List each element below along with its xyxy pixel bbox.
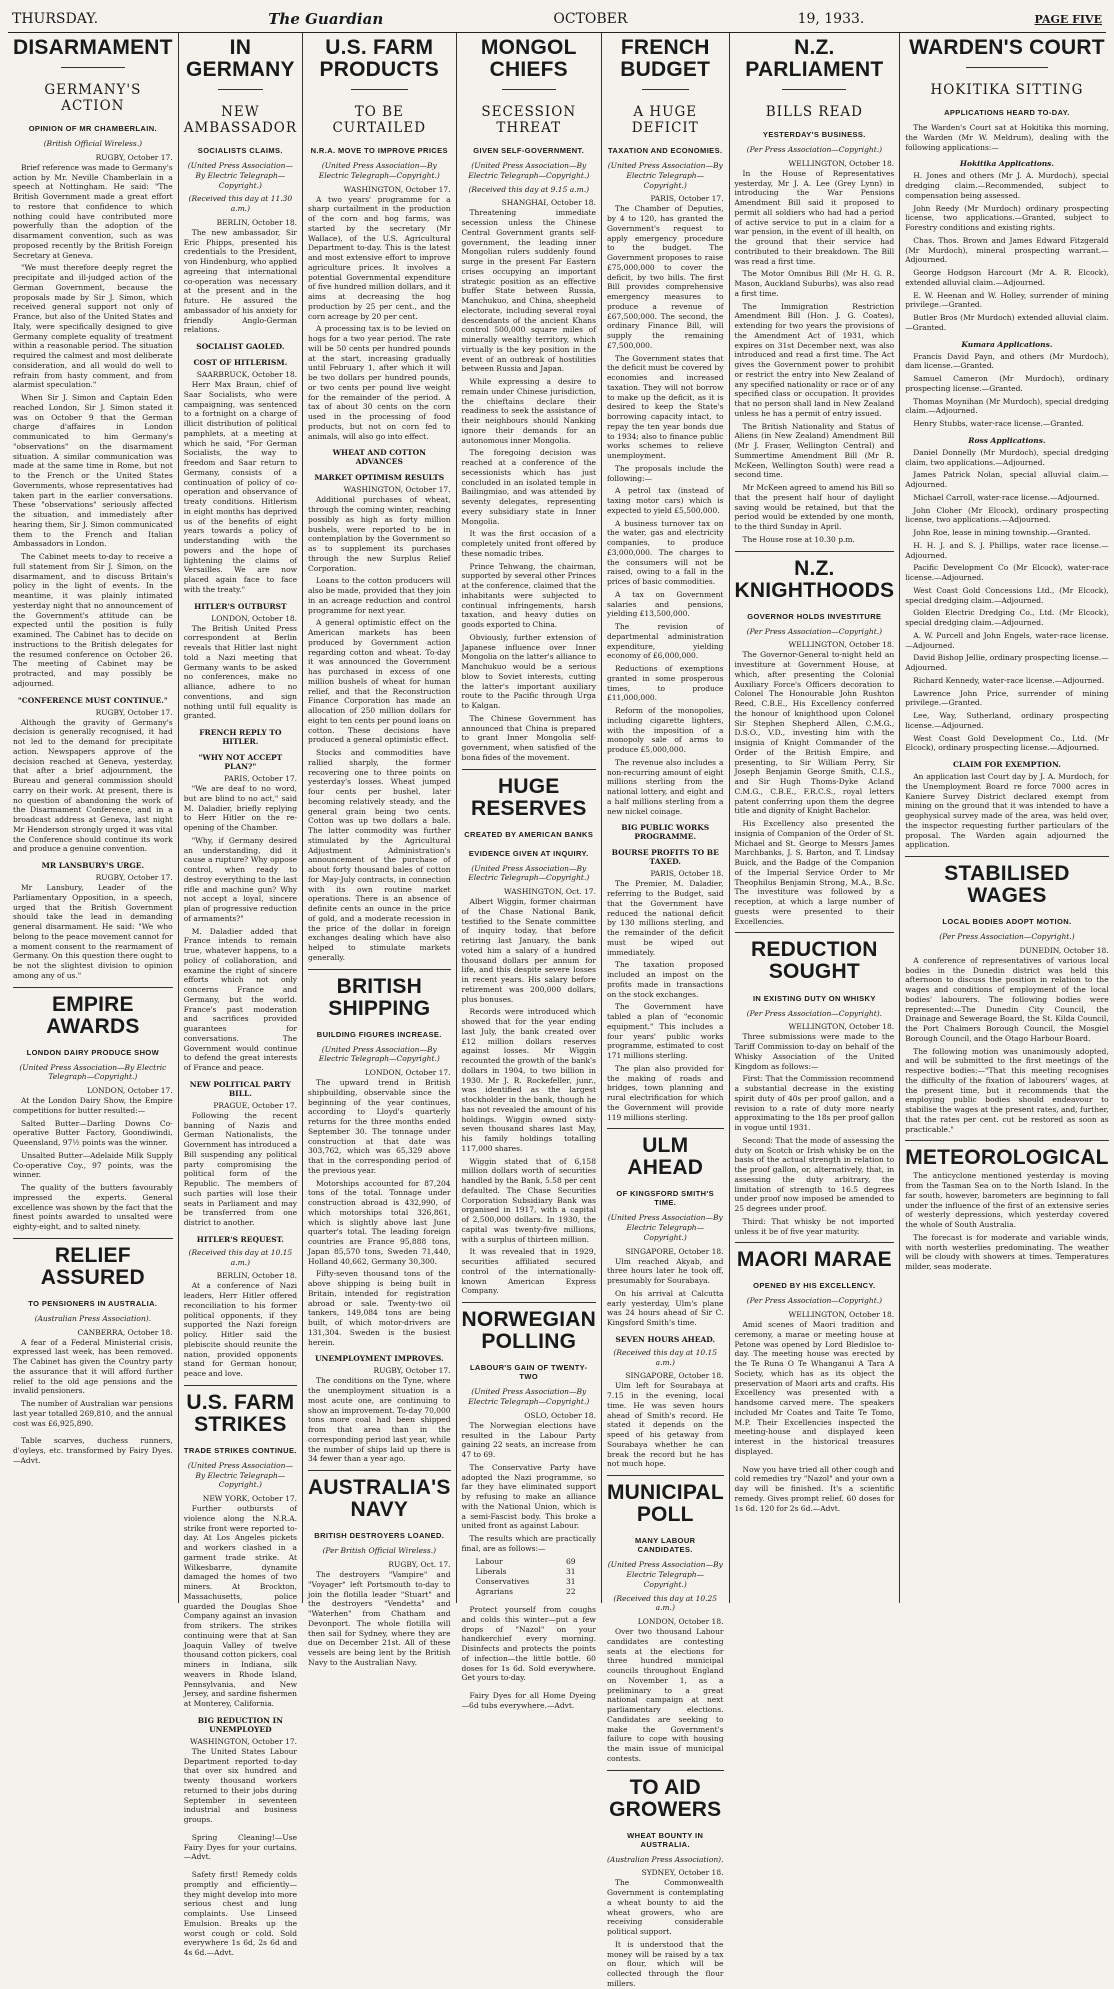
- headline: RELIEF ASSURED: [40, 1243, 145, 1289]
- subheadline: A HUGE DEFICIT: [631, 104, 699, 137]
- article-paragraph: Thomas Moynihan (Mr Murdoch), special dredging claim.—Adjourned.: [905, 396, 1109, 416]
- article-paragraph: Ulm left for Sourabaya at 7.15 in the evening, local time. He was seven hours ahead of Smith's record. He stated it depends on the speed of his getaway from Sourabaya whether he can break the record but he has not much hope.: [606, 1381, 724, 1469]
- headline: MAORI MARAE: [736, 1248, 892, 1272]
- article-paragraph: Michael Carroll, water-race license.—Adjourned.: [913, 492, 1100, 502]
- deck: IN EXISTING DUTY ON WHISKY: [752, 993, 876, 1003]
- credit-line: (United Press Association—By Electric Telegraph—Copyright.): [468, 863, 590, 883]
- article-paragraph: The foregoing decision was reached at a conference of the secessionists which has just concluded in an isolated temple in Bailingmiao, and was attended by seventy delegates, representing every subsidiary state in Inner Mongolia.: [461, 448, 596, 526]
- deck: GOVERNOR HOLDS INVESTITURE: [747, 611, 882, 621]
- credit-line: (United Press Association—By Electric Telegraph—Copyright.): [468, 161, 590, 180]
- article-paragraph: A conference of representatives of various local bodies in the Dunedin district was held this afternoon to discuss the position in relation to the wages and conditions of employment of the local bodies' labourers. The following bodies were represented:—The Dunedin City Council, the Drainage and Sewerage Board, the St. Kilda Council, the Port Chalmers Borough Council, the Mosgiel Borough Council, and the Otago Harbour Board.: [905, 955, 1109, 1043]
- article-paragraph: A petrol tax (instead of taxing motor cars) which is expected to yield £5,500,000.: [606, 486, 724, 515]
- deck: YESTERDAY'S BUSINESS.: [762, 130, 866, 140]
- article-paragraph: H. Jones and others (Mr J. A. Murdoch), special dredging claim.—Recommended, subject to compensation being assessed.: [905, 171, 1109, 200]
- table-row: [476, 1557, 576, 1567]
- article-paragraph: Francis David Payn, and others (Mr Murdoch), dam license.—Granted.: [905, 351, 1109, 371]
- article-paragraph: Three submissions were made to the Tariff Commission to-day on behalf of the Whisky Association of the United Kingdom as follows:—: [734, 1032, 895, 1071]
- dateline: DUNEDIN, October 18.: [1019, 945, 1109, 955]
- article-paragraph: Loans to the cotton producers will also be made, provided that they join in an acreage reduction and control programme for next year.: [308, 576, 451, 615]
- dateline: WELLINGTON, October 18.: [788, 1022, 895, 1032]
- dateline: RUGBY, October 17.: [95, 873, 173, 883]
- seat-count: 31: [566, 1566, 576, 1576]
- article-paragraph: Reform of the monopolies, including cigarette lighters, with the imposition of a monopoly sale of arms to produce £5,000,000.: [606, 706, 724, 755]
- article-paragraph: Motorships accounted for 87,204 tons of the total. Tonnage under construction abroad is 432,990, of which motorships total 326,861, which is slightly above last June quarter's total. The leading foreign countries are France 95,888 tons, Japan 85,570 tons, Sweden 71,440, Holland 40,662, Germany 30,300.: [308, 1178, 451, 1266]
- credit-line: (Australian Press Association).: [606, 1854, 724, 1864]
- article-paragraph: The Chamber of Deputies, by 4 to 120, has granted the Government's request to apply emergency procedure to the budget. The Government proposes to raise £75,000,000 to cover the deficit, by two bills. The first Bill provides comprehensive emergency measures to produce a revenue of £67,500,000. The second, the ordinary Finance Bill, will supply the remaining £7,500,000.: [606, 204, 724, 350]
- advertisement: Table scarves, duchess runners, d'oyleys, etc. transformed by Fairy Dyes.—Advt.: [13, 1436, 173, 1465]
- article-paragraph: Over two thousand Labour candidates are contesting seats at the elections for three hundred municipal councils throughout England on November 1, as a preliminary to a great national campaign at next parliamentary elections. Candidates are seeking to make the Government's failure to cope with housing the main issue of municipal contests.: [606, 1627, 724, 1763]
- advertisement: Safety first! Remedy colds promptly and efficiently—they might develop into more serious chest and lung complaints. Use Linseed Emulsion. Breaks up the worst cough or cold. Sold everywhere 1s 6d, 2s 6d and 4s 6d.—Advt.: [183, 1870, 298, 1958]
- dateline: WELLINGTON, October 18.: [788, 1310, 895, 1320]
- article-paragraph: The destroyers "Vampire" and "Voyager" left Portsmouth to-day to join the flotilla leader "Stuart" and the destroyers "Vendetta" and "Waterhen" from Chatham and Devonport. The whole flotilla will then sail for Sydney, where they are due on December 21st. All of these vessels are being lent by the British Navy to the Australian Navy.: [308, 1570, 451, 1667]
- article-paragraph: Golden Electric Dredging Co., Ltd. (Mr Elcock), special dredging claim.—Adjourned.: [905, 608, 1109, 628]
- deck: WHEAT BOUNTY IN AUSTRALIA.: [627, 1830, 704, 1849]
- article-paragraph: John Cloher (Mr Elcock), ordinary prospecting license, two applications.—Adjourned.: [905, 505, 1109, 525]
- article-paragraph: Ulm reached Akyab, and three hours later he took off, presumably for Sourabaya.: [606, 1256, 724, 1286]
- article-paragraph: Reductions of exemptions granted in some prosperous times, to produce £11,000,000.: [606, 664, 724, 703]
- column-7: [900, 33, 1113, 1603]
- party-name: Conservatives: [475, 1576, 530, 1586]
- received-time: (Received this day at 10.25 a.m.): [613, 1593, 718, 1613]
- article-paragraph: A processing tax is to be levied on hogs for a two year period. The rate will be 50 cents per hundred pounds at the start, increasing gradually until February 1, after which it will be two dollars per hundred pounds, or two cents per pound live weight for the remainder of the period. A tax of about 30 cents on the corn used in the processing of food products, but not on corn fed to animals, will also go into effect.: [308, 324, 451, 441]
- masthead-paper-name: The Guardian: [268, 10, 384, 28]
- article-paragraph: Additional purchases of wheat, through the coming winter, reaching possibly as high as forty million bushels, were reported to be in contemplation by the Government so as to supplement its purchases through the new Surplus Relief Corporation.: [308, 495, 451, 573]
- masthead-page-number: PAGE FIVE: [1034, 12, 1102, 26]
- article-paragraph: The revision of departmental administration expenditure, yielding economy of £6,000,000.: [606, 622, 724, 661]
- advertisement: Fairy Dyes for all Home Dyeing—6d tubs everywhere.—Advt.: [461, 1691, 596, 1710]
- divider: [462, 769, 596, 770]
- article-paragraph: H. H. J. and S. J. Phillips, water race license.—Adjourned.: [905, 540, 1109, 560]
- article-paragraph: Wiggin stated that of 6,158 million dollars worth of securities handled by the Bank, 5.58 per cent defaulted. The Chase Securities Corporation Subsidiary Bank was organised in 1917, with a capital of 2,500,000 dollars. In 1930, the capital was twenty-five millions, with a surplus of thirteen million.: [461, 1156, 596, 1244]
- section-heading: "CONFERENCE MUST CONTINUE.": [17, 695, 168, 705]
- section-heading: Hokitika Applications.: [959, 159, 1055, 169]
- article-paragraph: The Government have tabled a plan of "economic equipment." This includes a four years' public works programme, estimated to cost 171 millions sterling.: [606, 1002, 724, 1061]
- article-paragraph: His Excellency also presented the insignia of Companion of the Order of St. Michael and St. George to Messrs James Marchbanks, J. S. Barton, and T. Lindsay Buick, and the Badge of the Companion of the Imperial Service Order to Mr Theophilus Benjamin Strong, M.A., B.Sc. The investiture was followed by a reception, at which a large number of guests were presented to their Excellencies.: [734, 819, 895, 926]
- divider: [61, 67, 125, 68]
- article-paragraph: M. Daladier added that France intends to remain true, whatever happens, to a policy of collaboration, and examine the right of sincere efforts which not only concerns France and Germany, but the world. France's past moderation and sacrifices provided guarantees for conversations. The Government would continue to defend the great interests of France and peace.: [183, 926, 298, 1073]
- article-paragraph: While expressing a desire to remain under Chinese jurisdiction, the chieftains declare their readiness to seek the assistance of their neighbours should Nanking ignore their demands for an autonomous inner Mongolia.: [461, 377, 596, 445]
- dateline: PRAGUE, October 17.: [213, 1100, 298, 1110]
- article-paragraph: The House rose at 10.30 p.m.: [742, 534, 855, 544]
- section-heading: BIG PUBLIC WORKS PROGRAMME.: [621, 823, 710, 842]
- article-paragraph: The quality of the butters favourably impressed the experts. General excellence was shown by the fact that the finest points awarded to unsalted were eighty-eight, and to salted ninety.: [13, 1183, 173, 1232]
- article-paragraph: Herr Max Braun, chief of Saar Socialists, who were campaigning, was sentenced to a fortnight on a charge of illicit distribution of political pamphlets, at a meeting at which he said, "For German Socialists, the way to freedom and Saar return to Germany, consists of a continuation of policy of co-operation and observance of treaty conditions. Hitlerism in eight months has deprived us of the benefits of eight years towards a policy of understanding with the powers and the hope of lightening the claims of Versailles. We are now placed again face to face with the treaty.": [183, 380, 298, 594]
- article-paragraph: The Commonwealth Government is contemplating a wheat bounty to aid the wheat growers, who are receiving considerable political support.: [606, 1878, 724, 1937]
- article-paragraph: Mr McKeen agreed to amend his Bill so that the present half hour of daylight saving would be retained, but that the period would be extended by one month, to the third Sunday in April.: [734, 483, 895, 532]
- dateline: WASHINGTON, Oct. 17.: [503, 887, 596, 897]
- credit-line: (Per British Official Wireless.): [322, 1546, 437, 1556]
- advertisement: Spring Cleaning!—Use Fairy Dyes for your curtains.—Advt.: [183, 1832, 298, 1862]
- article-paragraph: A business turnover tax on the water, gas and electricity companies, to produce £3,000,000. The charges to the consumers will not be raised, owing to a fall in the prices of basic commodities.: [606, 518, 724, 587]
- section-heading: UNEMPLOYMENT IMPROVES.: [314, 1354, 444, 1364]
- article-paragraph: Samuel Cameron (Mr Murdoch), ordinary prospecting license.—Granted.: [905, 374, 1109, 393]
- section-heading: MARKET OPTIMISM RESULTS: [314, 473, 445, 483]
- credit-line: (British Official Wireless.): [43, 139, 143, 149]
- received-time: (Received this day at 11.30 a.m.): [188, 194, 293, 214]
- credit-line: (United Press Association—By Electric Telegraph—Copyright.): [318, 161, 440, 180]
- article-paragraph: A two years' programme for a sharp curtailment in the production of the corn and hog farms, was started by the secretary (Mr Wallace), of the U.S. Agricultural Department to-day. This is the latest and most extensive effort to improve agriculture prices. It involves a potential Governmental expenditure of five hundred million dollars, and it aims at decreasing the hog production by 25 per cent., and the corn acreage by 20 per cent.: [308, 194, 451, 321]
- dateline: LONDON, October 17.: [86, 1086, 173, 1096]
- divider: [351, 89, 408, 90]
- article-paragraph: James Patrick Nolan, special alluvial claim.—Adjourned.: [905, 470, 1109, 490]
- dateline: BERLIN, October 18.: [216, 217, 298, 227]
- deck: EVIDENCE GIVEN AT INQUIRY.: [468, 848, 589, 858]
- column-5: [602, 33, 730, 1988]
- section-heading: HITLER'S REQUEST.: [196, 1234, 284, 1244]
- credit-line: (United Press Association—By Electric Telegraph—Copyright.): [607, 161, 723, 190]
- headline: STABILISED WAGES: [944, 862, 1070, 908]
- article-paragraph: Butler Bros (Mr Murdoch) extended alluvial claim.—Granted.: [905, 313, 1109, 332]
- dateline: PARIS, October 18.: [650, 869, 724, 879]
- headline: NORWEGIAN POLLING: [461, 1308, 596, 1354]
- masthead-date: 19, 1933.: [797, 11, 865, 27]
- seat-count: 31: [566, 1576, 576, 1586]
- section-heading: SOCIALIST GAOLED.: [196, 342, 285, 352]
- dateline: PARIS, October 17.: [650, 194, 724, 204]
- deck: CREATED BY AMERICAN BANKS: [464, 829, 594, 839]
- article-paragraph: The revenue also includes a non-recurring amount of eight millions sterling from the national lottery, and eight and a half millions sterling from a new nickel coinage.: [606, 757, 724, 816]
- divider: [308, 969, 451, 970]
- article-paragraph: The Norwegian elections have resulted in the Labour Party gaining 22 seats, an increase from 47 to 69.: [461, 1420, 596, 1460]
- article-paragraph: On his arrival at Calcutta early yesterday, Ulm's plane was 24 hours ahead of Sir C. Kingsford Smith's time.: [606, 1288, 724, 1328]
- divider: [966, 67, 1047, 68]
- article-paragraph: The new ambassador, Sir Eric Phipps, presented his credentials to the President, von Hindenburg, who applied agreeing that international co-operation was necessary at the present and in the future. He assured the ambassador of his anxiety for friendly Anglo-German relations.: [183, 227, 298, 335]
- headline: WARDEN'S COURT: [909, 36, 1105, 59]
- deck: N.R.A. MOVE TO IMPROVE PRICES: [310, 146, 448, 156]
- divider: [735, 932, 895, 933]
- article-paragraph: Second: That the mode of assessing the duty on Scotch or Irish whisky be on the basis of the actual strength in relation to the proof gallon, or, alternatively, that, in assessing the duty arbitrary, the limitation of strength to 16.5 degrees under proof now imposed be amended to 25 degrees under proof.: [734, 1135, 895, 1214]
- section-heading: "WHY NOT ACCEPT PLAN?": [198, 753, 283, 772]
- dateline: LONDON, October 18.: [637, 1617, 724, 1627]
- subheadline: HOKITIKA SITTING: [930, 82, 1084, 99]
- credit-line: (Australian Press Association).: [34, 1313, 152, 1323]
- masthead-month: OCTOBER: [553, 11, 628, 27]
- dateline: LONDON, October 18.: [211, 613, 298, 623]
- article-paragraph: "We must therefore deeply regret the precipitate and ill-judged action of the German Government, because the proposals made by Sir J. Simon, which received general support not only of France, but also of the United States and Italy, were specifically designed to give Germany complete equality of treatment within a reasonable period. The situation required the calmest and most deliberate consideration, and all would do well to refrain from hasty comment, and from alarmist speculation.": [13, 263, 173, 390]
- deck: LONDON DAIRY PRODUCE SHOW: [26, 1047, 160, 1057]
- divider: [607, 1475, 724, 1476]
- article-paragraph: It was revealed that in 1929, securities affiliated secured control of the internationally-known American Express Company.: [461, 1247, 596, 1296]
- article-paragraph: The conditions on the Tyne, where the unemployment situation is a most acute one, are continuing to show an improvement. To-day 70,000 tons more coal had been shipped from that area than in the corresponding period last year, while the number of ships laid up there is 34 fewer than a year ago.: [308, 1376, 451, 1464]
- received-time: (Received this day at 9.15 a.m.): [468, 184, 590, 194]
- article-paragraph: The Warden's Court sat at Hokitika this morning, the Warden (Mr W. Meldrum), dealing with the following applications:—: [905, 123, 1109, 152]
- headline: N.Z. KNIGHTHOODS: [734, 556, 895, 602]
- dateline: RUGBY, Oct. 17.: [388, 1560, 451, 1570]
- article-paragraph: Salted Butter—Darling Downs Co-operative Butter Factory, Goondiwindi, Queensland, 97½ points was the winner.: [13, 1118, 173, 1148]
- article-paragraph: It is understood that the money will be raised by a tax on flour, which will be collected through the flour millers.: [606, 1939, 724, 1988]
- article-paragraph: Pacific Development Co (Mr Elcock), water-race license.—Adjourned.: [905, 563, 1109, 583]
- dateline: LONDON, October 17.: [364, 1068, 451, 1078]
- deck: OPENED BY HIS EXCELLENCY.: [753, 1281, 876, 1291]
- credit-line: (United Press Association—By Electric Telegraph—Copyright.): [187, 1460, 293, 1490]
- column-1: [8, 33, 179, 1603]
- divider: [735, 551, 895, 552]
- subheadline: NEW AMBASSADOR: [183, 104, 298, 137]
- divider: [502, 89, 556, 90]
- article-paragraph: It was the first occasion of a completely united front offered by these nomadic tribes.: [461, 529, 596, 558]
- credit-line: (Per Press Association—Copyright.): [939, 932, 1075, 942]
- election-results-table: [476, 1557, 596, 1598]
- article-paragraph: The Premier, M. Daladier, referring to the Budget, said that the Government have reduced the national deficit by 130 millions sterling, and the remainder of the deficit must be wiped out immediately.: [606, 879, 724, 957]
- section-heading: SEVEN HOURS AHEAD.: [615, 1334, 716, 1344]
- party-name: Liberals: [475, 1566, 507, 1576]
- article-paragraph: A. W. Purcell and John Engels, water-race license.—Adjourned.: [905, 630, 1109, 650]
- credit-line: (Per Press Association—Copyright.): [746, 626, 883, 636]
- article-paragraph: A fear of a Federal Ministerial crisis, expressed last week, has been removed. The Cabinet has given the Country party the assurance that it will afford further relief to the old age pensions and the invalid pensioners.: [13, 1337, 173, 1396]
- received-time: (Received this day at 10.15 a.m.): [188, 1247, 293, 1267]
- section-heading: FRENCH REPLY TO HITLER.: [199, 728, 282, 747]
- section-heading: BIG REDUCTION IN UNEMPLOYED: [197, 1715, 283, 1734]
- table-row: [476, 1587, 576, 1597]
- article-paragraph: Records were introduced which showed that for the year ending last July, the bank created over £12 million dollars reserves against losses. Mr Wiggin recounted the growth of the bank's dollars in 1904, to two billion in 1930. Mr J. R. Rockefeller, junr., was identified as the largest stockholder in the bank, though he has not revealed the amount of his holdings. Wiggin owned sixty-seven thousand shares last May, his family holdings totalling 117,000 shares.: [461, 1007, 596, 1153]
- column-2: [179, 33, 303, 1958]
- headline: ULM AHEAD: [627, 1134, 704, 1180]
- seat-count: 22: [566, 1586, 576, 1596]
- article-paragraph: Henry Stubbs, water-race license.—Granted.: [913, 419, 1084, 429]
- article-paragraph: Following the recent banning of Nazis and German Nationalists, the Government has introduced a Bill suspending any political party compromising the political form of the Republic. The members of such parties will lose their seats in Parliament and may be transferred from one district to another.: [183, 1110, 298, 1228]
- headline: MONGOL CHIEFS: [480, 36, 577, 82]
- article-paragraph: Third: That whisky be not imported unless it be of five year maturity.: [734, 1216, 895, 1236]
- columns: [8, 33, 1109, 1988]
- dateline: WELLINGTON, October 18.: [788, 158, 895, 168]
- subheadline: GERMANY'S ACTION: [44, 82, 142, 115]
- dateline: PARIS, October 17.: [223, 774, 298, 784]
- article-paragraph: Further outbursts of violence along the N.R.A. strike front were reported to-day. At Los Angeles pickets and workers clashed in a garment trade strike. At Wilkesbarre, dynamite damaged the homes of two miners. At Brockton, Massachusetts, police guarded the Douglas Shoe Company against an invasion from strikers. The strikes continuing were that at San Joaquin Valley of twelve thousand cotton pickers, coal miners in Indiana, silk weavers in Rhode Island, Pennsylvania, and New Jersey, and sardine fishermen at Monterey, California.: [183, 1504, 298, 1709]
- article-paragraph: George Hodgson Harcourt (Mr A. R. Elcock), extended alluvial claim.—Adjourned.: [905, 268, 1109, 287]
- party-name: Agrarians: [475, 1586, 513, 1596]
- column-4: [457, 33, 602, 1710]
- article-paragraph: Stocks and commodities have rallied sharply, the former recovering one to three points on yesterday's losses. Wheat jumped four cents per bushel, later becoming relatively steady, and the general grain being two cents. Cotton was up two dollars a bale. The latter commodity was further stimulated by the Agricultural Adjustment Administration's announcement of the purchase of about forty thousand bales of cotton for May-July contracts, in connection with its own routine market operations. There is an absence of definite cents an ounce in the price of gold, and a moderate recession in the price of the dollar in foreign exchanges dealing which have also helped to stimulate markets generally.: [308, 748, 451, 962]
- table-row: [476, 1577, 576, 1587]
- headline: U.S. FARM STRIKES: [186, 1390, 295, 1436]
- article-paragraph: The British United Press correspondent at Berlin reveals that Hitler last night told a Nazi meeting that Germany wants to be asked no conferences, make no alliance, adhere to no conventions, and sign nothing until full equality is granted.: [183, 623, 298, 721]
- party-name: Labour: [475, 1556, 503, 1566]
- deck: MANY LABOUR CANDIDATES.: [634, 1536, 696, 1555]
- subheadline: BILLS READ: [765, 104, 864, 121]
- article-paragraph: Mr Lansbury, Leader of the Parliamentary Opposition, in a speech, urged that the British Government should take the lead in demanding general disarmament. He said: "We who belong to the peace movement cannot for a moment consent to the rearmament of Germany. On this question there ought to be not the slightest division to opinion among any of us.": [13, 883, 173, 980]
- headline: IN GERMANY: [185, 36, 295, 82]
- article-paragraph: The number of Australian war pensions last year totalled 269,810, and the annual cost was £6,925,890.: [13, 1399, 173, 1428]
- dateline: SINGAPORE, October 18.: [625, 1371, 724, 1381]
- article-paragraph: Daniel Donnelly (Mr Murdoch), special dredging claim, two applications.—Adjourned.: [905, 447, 1109, 467]
- article-paragraph: The Conservative Party have adopted the Nazi programme, so far they have eliminated support by refusing to make an alliance with the National Union, which is a semi-Fascist body. This broke a united front as against Labour.: [461, 1462, 596, 1531]
- article-paragraph: West Coast Gold Development Co., Ltd. (Mr Elcock), ordinary prospecting license.—Adjourned.: [905, 733, 1109, 753]
- section-heading: MR LANSBURY'S URGE.: [41, 861, 145, 871]
- article-paragraph: The Governor-General to-night held an investiture at Government House, at which, after presenting the Colonial Auxiliary Force's Officers decoration to Colonel The Honourable John Rushton Reed, C.B.E., His Excellency conferred the honour of knighthood upon Colonel Sir Stephen Shepherd Allen, C.M.G., D.S.O., V.D., investing him with the insignia of Knight Commander of the Order of the British Empire, and presenting, to Sir William Perry, Sir Joseph Benjamin George Smith, C.I.S., and Sir Hugh Thoms-Dyke Acland C.M.G., C.B.E., F.R.C.S., royal letters patent conferring upon them the degree title and dignity of Knight Bachelor.: [734, 650, 895, 816]
- article-paragraph: The British Nationality and Status of Aliens (in New Zealand) Amendment Bill (Mr J. Fraser, Wellington Central) and Summertime Amendment Bill (Mr R. McKeen, Wellington South) were read a second time.: [734, 421, 895, 480]
- dateline: WASHINGTON, October 17.: [190, 1736, 298, 1746]
- article-paragraph: Threatening immediate secession unless the Chinese Central Government grants self-government, the leading inner Mongolian rulers suddenly found surge in the present Far Eastern crises occupying an important strategic position as an effective buffer State between Russia, Manchukuo, and China, sheepheld electorate, including several royal descendants of the ancient Khans control 500,000 square miles of minerally wealthy territory, which virtually is the key position in the event of an outbreak of hostilities between Russia and Japan.: [461, 208, 596, 374]
- article-paragraph: Obviously, further extension of Japanese influence over Inner Mongolia on the latter's alliance to Manchukuo would be a serious blow to Soviet interests, cutting the latter's important auxiliary route to the Pacific through Urga to Kalgan.: [461, 632, 596, 711]
- seat-count: 69: [566, 1556, 576, 1566]
- article-paragraph: A tax on Government salaries and pensions, yielding £13,500,000.: [606, 589, 724, 619]
- dateline: RUGBY, October 17.: [95, 707, 173, 717]
- headline: DISARMAMENT: [13, 36, 173, 59]
- deck: APPLICATIONS HEARD TO-DAY.: [944, 108, 1070, 118]
- article-paragraph: "Why, if Germany desired an understanding, did it cause a rupture? Why oppose control, when ready to destroy everything to the last rifle and machine gun? Why not accept a loyal, sincere plan of progressive reduction of armaments?": [183, 835, 298, 923]
- divider: [184, 1385, 297, 1386]
- masthead: [8, 6, 1106, 33]
- dateline: RUGBY, October 17.: [95, 152, 173, 162]
- dateline: SYDNEY, October 18.: [641, 1868, 724, 1878]
- article-paragraph: Albert Wiggin, former chairman of the Chase National Bank, testified to the Senate committee of inquiry today, that before retiring last January, the bank voted him a salary of a hundred thousand dollars per annum for life, and this despite severe losses in recent years. His salary before retirement was 200,000 dollars, plus bonuses.: [461, 897, 596, 1004]
- article-paragraph: An application last Court day by J. A. Murdoch, for the Unemployment Board re force 7000 acres in Kaniere Survey District declared exempt from mining on the ground that it was intended to have a geophysical survey made of the area, was held over, the inspector requesting further particulars of the proposal. The Warden again adjourned the application.: [905, 772, 1109, 850]
- article-paragraph: The following motion was unanimously adopted, and will be submitted to the first meetings of the respective bodies:—"That this meeting recognises the difficulty of the fixation of labourers' wages, at the present time, but it recommends that the employing public bodies should endeavour to stabilise the wages at the present rates, and, further, that the rates per cent. cut be restored as soon as practicable.": [905, 1046, 1109, 1134]
- section-heading: BOURSE PROFITS TO BE TAXED.: [611, 848, 719, 867]
- article-paragraph: In the House of Representatives yesterday, Mr J. A. Lee (Grey Lynn) in introducing the War Pensions Amendment Bill said it proposed to permit all soldiers who had had a period of active service to put in a claim for a war pension, in the event of ill health, on the ground that their service had contributed to their breakdown. The Bill was read a first time.: [734, 168, 895, 266]
- headline: EMPIRE AWARDS: [46, 992, 140, 1038]
- divider: [308, 1470, 451, 1471]
- advertisement: Protect yourself from coughs and colds this winter—put a few drops of "Nazol" on your handkerchief every morning. Disinfects and protects the points of infection—the little bottle. 60 doses for 1s 6d. Sold everywhere. Get yours to-day.: [461, 1605, 596, 1683]
- deck: LOCAL BODIES ADOPT MOTION.: [942, 917, 1072, 927]
- section-heading: WHEAT AND COTTON ADVANCES: [332, 448, 426, 467]
- section-heading: Ross Applications.: [968, 435, 1046, 445]
- article-paragraph: The proposals include the following:—: [606, 463, 724, 483]
- article-paragraph: David Bishop Jellie, ordinary prospecting license.—Adjourned.: [905, 653, 1109, 673]
- article-paragraph: The forecast is for moderate and variable winds, with north westerlies predominating. The weather will be cloudy with showers at times. Temperatures milder, seas moderate.: [905, 1232, 1109, 1272]
- headline: TO AID GROWERS: [609, 1775, 722, 1821]
- deck: BUILDING FIGURES INCREASE.: [316, 1029, 442, 1039]
- article-paragraph: The Immigration Restriction Amendment Bill (Hon. J. G. Coates), extending for two years the provisions of the Amendment Act of 1931, which expires on 31st December next, was also introduced and read a first time. The Act gives the Government power to prohibit or restrict the entry into New Zealand of any specified nationality or race or of any specified class or occupation. It provides that no person shall land in New Zealand unless he has a permit of entry issued.: [734, 301, 895, 418]
- masthead-day: THURSDAY.: [12, 11, 99, 27]
- article-paragraph: The Cabinet meets to-day to receive a full statement from Sir J. Simon, on the disarmament, and to discuss Britain's policy in the light of events. In the meantime, it was plainly intimated yesterday night that no announcement of the Government's attitude can be expected until the position is fully examined. The Cabinet has to decide on instructions to the British delegates for the resumed conference on October 26. The meeting of Cabinet may be protracted, and may possibly be adjourned.: [13, 552, 173, 688]
- deck: TAXATION AND ECONOMIES.: [607, 146, 723, 156]
- headline: U.S. FARM PRODUCTS: [319, 36, 439, 82]
- article-paragraph: The upward trend in British shipbuilding, observable since the beginning of the year continues, according to Lloyd's quarterly returns for the three months ended September 30. The tonnage under construction at that date was 303,762, which was 65,329 above that in the corresponding period of the previous year.: [308, 1078, 451, 1175]
- dateline: RUGBY, October 17.: [373, 1366, 451, 1376]
- divider: [905, 1140, 1108, 1141]
- article-paragraph: At a conference of Nazi leaders, Herr Hitler offered reconciliation to his former political opponents, if they supported the Nazi foreign policy. Hitler said the plebiscite should reunite the nation, provided opponents stand for German honour, peace and love.: [183, 1281, 298, 1379]
- dateline: CANBERRA, October 18.: [77, 1327, 173, 1337]
- article-paragraph: Prince Tehwang, the chairman, supported by several other Princes at the conference, claimed that the inhabitants were subjected to continual infringements, harsh taxation, and heavy duties on goods exported to China.: [461, 561, 596, 630]
- headline: HUGE RESERVES: [470, 774, 587, 820]
- column-6: [730, 33, 901, 1603]
- section-heading: HITLER'S OUTBURST: [194, 601, 287, 611]
- article-paragraph: The taxation proposed included an impost on the profits made in transactions on the stock exchanges.: [606, 960, 724, 999]
- article-paragraph: The Government states that the deficit must be covered by economies and increased taxation. They will not borrow to make up the deficit, as it is desired to keep the State's borrowing capacity intact, to repay the ten year bonds due to 1934; also to finance public works schemes to relieve unemployment.: [606, 353, 724, 461]
- dateline: NEW YORK, October 17.: [202, 1494, 298, 1504]
- credit-line: (United Press Association—By Electric Telegraph—Copyright.): [318, 1044, 440, 1064]
- divider: [13, 1238, 173, 1239]
- dateline: WASHINGTON, October 17.: [343, 184, 451, 194]
- article-paragraph: Chas. Thos. Brown and James Edward Fitzgerald (Mr Murdoch), mineral prospecting warrant.—Adjourned.: [905, 235, 1109, 265]
- dateline: WELLINGTON, October 18.: [788, 640, 895, 650]
- headline: AUSTRALIA'S NAVY: [308, 1476, 451, 1522]
- advertisement: Now you have tried all other cough and cold remedies try "Nazol" and your own a day will be finished. It's a scientific remedy. Gives prompt relief. 60 doses for 1s 6d. 120 for 2s 6d.—Advt.: [734, 1464, 895, 1513]
- article-paragraph: The Chinese Government has announced that China is prepared to grant Inner Mongolia self-government, when satisfied of the bona fides of the movement.: [461, 713, 596, 762]
- article-paragraph: At the London Dairy Show, the Empire competitions for butter resulted:—: [13, 1096, 173, 1115]
- credit-line: (United Press Association—By Electric Telegraph—Copyright.): [187, 161, 293, 190]
- column-3: [303, 33, 457, 1667]
- divider: [607, 1128, 724, 1129]
- article-paragraph: West Coast Gold Concessions Ltd., (Mr Elcock), special dredging claim.—Adjourned.: [905, 585, 1109, 605]
- article-paragraph: Amid scenes of Maori tradition and ceremony, a marae or meeting house at Petone was opened by Lord Bledisloe to-day. The meeting house was erected by the Te Runa O Te Whanganui A Tara A Society, which has as its object the preservation of Maori arts and crafts. His Excellency was presented with a handsome carved mere. The speakers included Mr Coates and Taite Te Tomo, M.P. Their Excellencies inspected the meeting-house and displayed keen interest in the historical treasures displayed.: [734, 1320, 895, 1456]
- subheadline: SECESSION THREAT: [481, 104, 577, 137]
- dateline: SAARBRUCK, October 18.: [196, 370, 298, 380]
- deck: GIVEN SELF-GOVERNMENT.: [473, 146, 585, 156]
- article-paragraph: The Motor Omnibus Bill (Mr H. G. R. Mason, Auckland Suburbs), was also read a first time.: [734, 269, 895, 298]
- article-paragraph: First: That the Commission recommend a substantial decrease in the existing spirit duty of 40s per proof gallon, and a revision to a rate of duty more nearly approximating to the 18s per proof gallon in vogue until 1931.: [734, 1074, 895, 1133]
- section-heading: COST OF HITLERISM.: [193, 358, 288, 368]
- divider: [642, 89, 689, 90]
- headline: N.Z. PARLIAMENT: [745, 36, 884, 82]
- article-paragraph: E. W. Heenan and W. Holley, surrender of mining privilege.—Granted.: [905, 290, 1109, 310]
- article-paragraph: Lee, Way, Sutherland, ordinary prospecting license.—Adjourned.: [905, 711, 1109, 730]
- divider: [607, 1770, 724, 1771]
- divider: [782, 89, 846, 90]
- headline: METEOROLOGICAL: [905, 1146, 1109, 1170]
- divider: [735, 1242, 895, 1243]
- article-paragraph: Richard Kennedy, water-race license.—Adjourned.: [913, 675, 1105, 685]
- section-heading: CLAIM FOR EXEMPTION.: [952, 760, 1061, 770]
- article-paragraph: Lawrence John Price, surrender of mining privilege.—Granted.: [905, 688, 1109, 708]
- dateline: SHANGHAI, October 18.: [501, 198, 596, 208]
- subheadline: TO BE CURTAILED: [332, 104, 427, 137]
- article-paragraph: Unsalted Butter—Adelaide Milk Supply Co-operative Coy., 97 points, was the winner.: [13, 1150, 173, 1180]
- headline: BRITISH SHIPPING: [328, 974, 431, 1020]
- deck: LABOUR'S GAIN OF TWENTY-TWO: [469, 1363, 588, 1382]
- credit-line: (Per Press Association—Copyright.): [746, 145, 883, 155]
- deck: OF KINGSFORD SMITH'S TIME.: [616, 1189, 715, 1208]
- article-paragraph: The United States Labour Department reported to-day that over six hundred and twenty thousand workers returned to their jobs during September in seventeen industrial and business groups.: [183, 1746, 298, 1825]
- article-paragraph: When Sir J. Simon and Captain Eden reached London, Sir J. Simon stated it was on October 9 that the German charge d'affaires in London communicated to him Germany's "observations" on the disarmament situation. A similar communication was made at the same time in Rome, but not to the French or the United States Governments, whose representatives had taken part in the earlier conversations. These "observations" seriously affected the situation, and immediately after hearing them, Sir J. Simon communicated them to the French and Italian Ambassadors in London.: [13, 393, 173, 549]
- credit-line: (United Press Association—By Electric Telegraph—Copyright.): [19, 1062, 167, 1082]
- credit-line: (United Press Association—By Electric Telegraph—Copyright.): [607, 1560, 723, 1589]
- received-time: (Received this day at 10.15 a.m.): [613, 1347, 718, 1367]
- deck: TO PENSIONERS IN AUSTRALIA.: [28, 1298, 158, 1308]
- divider: [13, 987, 173, 988]
- article-paragraph: John Reedy (Mr Murdoch) ordinary prospecting license, two applications.—Granted, subject to Forestry conditions and existing rights.: [905, 203, 1109, 233]
- article-paragraph: A general optimistic effect on the American markets has been produced by Government action regarding cotton and wheat. To-day it was announced the Government has purchased in excess of one million bushels of wheat for human relief, and that the Reconstruction Finance Corporation has made an allocation of 250 million dollars for eight to ten cents per pound loans on cotton. These decisions have produced a general optimistic effect.: [308, 618, 451, 745]
- credit-line: (United Press Association—By Electric Telegraph—Copyright.): [468, 1387, 590, 1407]
- section-heading: NEW POLITICAL PARTY BILL.: [189, 1079, 291, 1098]
- dateline: BERLIN, October 18.: [216, 1271, 298, 1281]
- deck: OPINION OF MR CHAMBERLAIN.: [28, 124, 157, 134]
- headline: REDUCTION SOUGHT: [751, 938, 878, 984]
- dateline: OSLO, October 18.: [524, 1410, 596, 1420]
- dateline: SINGAPORE, October 18.: [625, 1246, 724, 1256]
- credit-line: (United Press Association—By Electric Telegraph—Copyright.): [607, 1213, 723, 1242]
- article-paragraph: The anticyclone mentioned yesterday is moving from the Tasman Sea on to the North Island. In the far south, however, barometers are beginning to fall under the influence of the first of an extensive series of westerly depressions, which yesterday covered the whole of South Australia.: [905, 1171, 1109, 1230]
- divider: [462, 1302, 596, 1303]
- credit-line: (Per Press Association—Copyright.): [746, 1296, 883, 1306]
- article-paragraph: The plan also provided for the making of roads and bridges, town planning and rural electrification for which the Government will provide 119 millions sterling.: [606, 1063, 724, 1122]
- article-paragraph: Fifty-seven thousand tons of the above shipping is being built in Britain, intended for registration abroad or sale. Twenty-two oil tankers, 149,084 tons are being built, of which motor-drivers are 131,304. Sweden is the busiest herein.: [308, 1269, 451, 1347]
- credit-line: (Per Press Association—Copyright).: [746, 1008, 883, 1018]
- article-paragraph: The results which are practically final, are as follows:—: [461, 1534, 596, 1553]
- section-heading: Kumara Applications.: [961, 339, 1053, 349]
- article-paragraph: "We are deaf to no word, but are blind to no act," said M. Daladier, briefly replying to Herr Hitler on the re-opening of the Chamber.: [183, 784, 298, 833]
- headline: FRENCH BUDGET: [620, 36, 711, 82]
- deck: TRADE STRIKES CONTINUE.: [183, 1445, 297, 1455]
- divider: [905, 856, 1108, 857]
- dateline: WASHINGTON, October 17.: [343, 485, 451, 495]
- article-paragraph: Brief reference was made to Germany's action by Mr. Neville Chamberlain in a speech at Nottingham. He said: "The British Government made a great effort to restore that confidence to which nothing could have contributed more powerfully than the adoption of the disarmament convention, such as was proposed recently by the British Foreign Secretary at Geneva.: [13, 162, 173, 260]
- article-paragraph: Although the gravity of Germany's decision is generally recognised, it had not led to the demand for precipitate action. Newspapers approve of the decision reached at Geneva, yesterday, that after a brief adjournment, the Bureau and general commission should carry on their work. At present, there is no question of abandoning the work of the Disarmament Conference, and in a broadcast address at Geneva, last night Mr Henderson strongly urged it was vital the Conference should continue its work and produce a genuine convention.: [13, 717, 173, 854]
- divider: [218, 89, 263, 90]
- headline: MUNICIPAL POLL: [606, 1481, 724, 1527]
- deck: BRITISH DESTROYERS LOANED.: [314, 1531, 445, 1541]
- table-row: [476, 1567, 576, 1577]
- article-paragraph: John Roe, lease in mining township.—Granted.: [913, 528, 1091, 538]
- deck: SOCIALISTS CLAIMS.: [197, 146, 283, 156]
